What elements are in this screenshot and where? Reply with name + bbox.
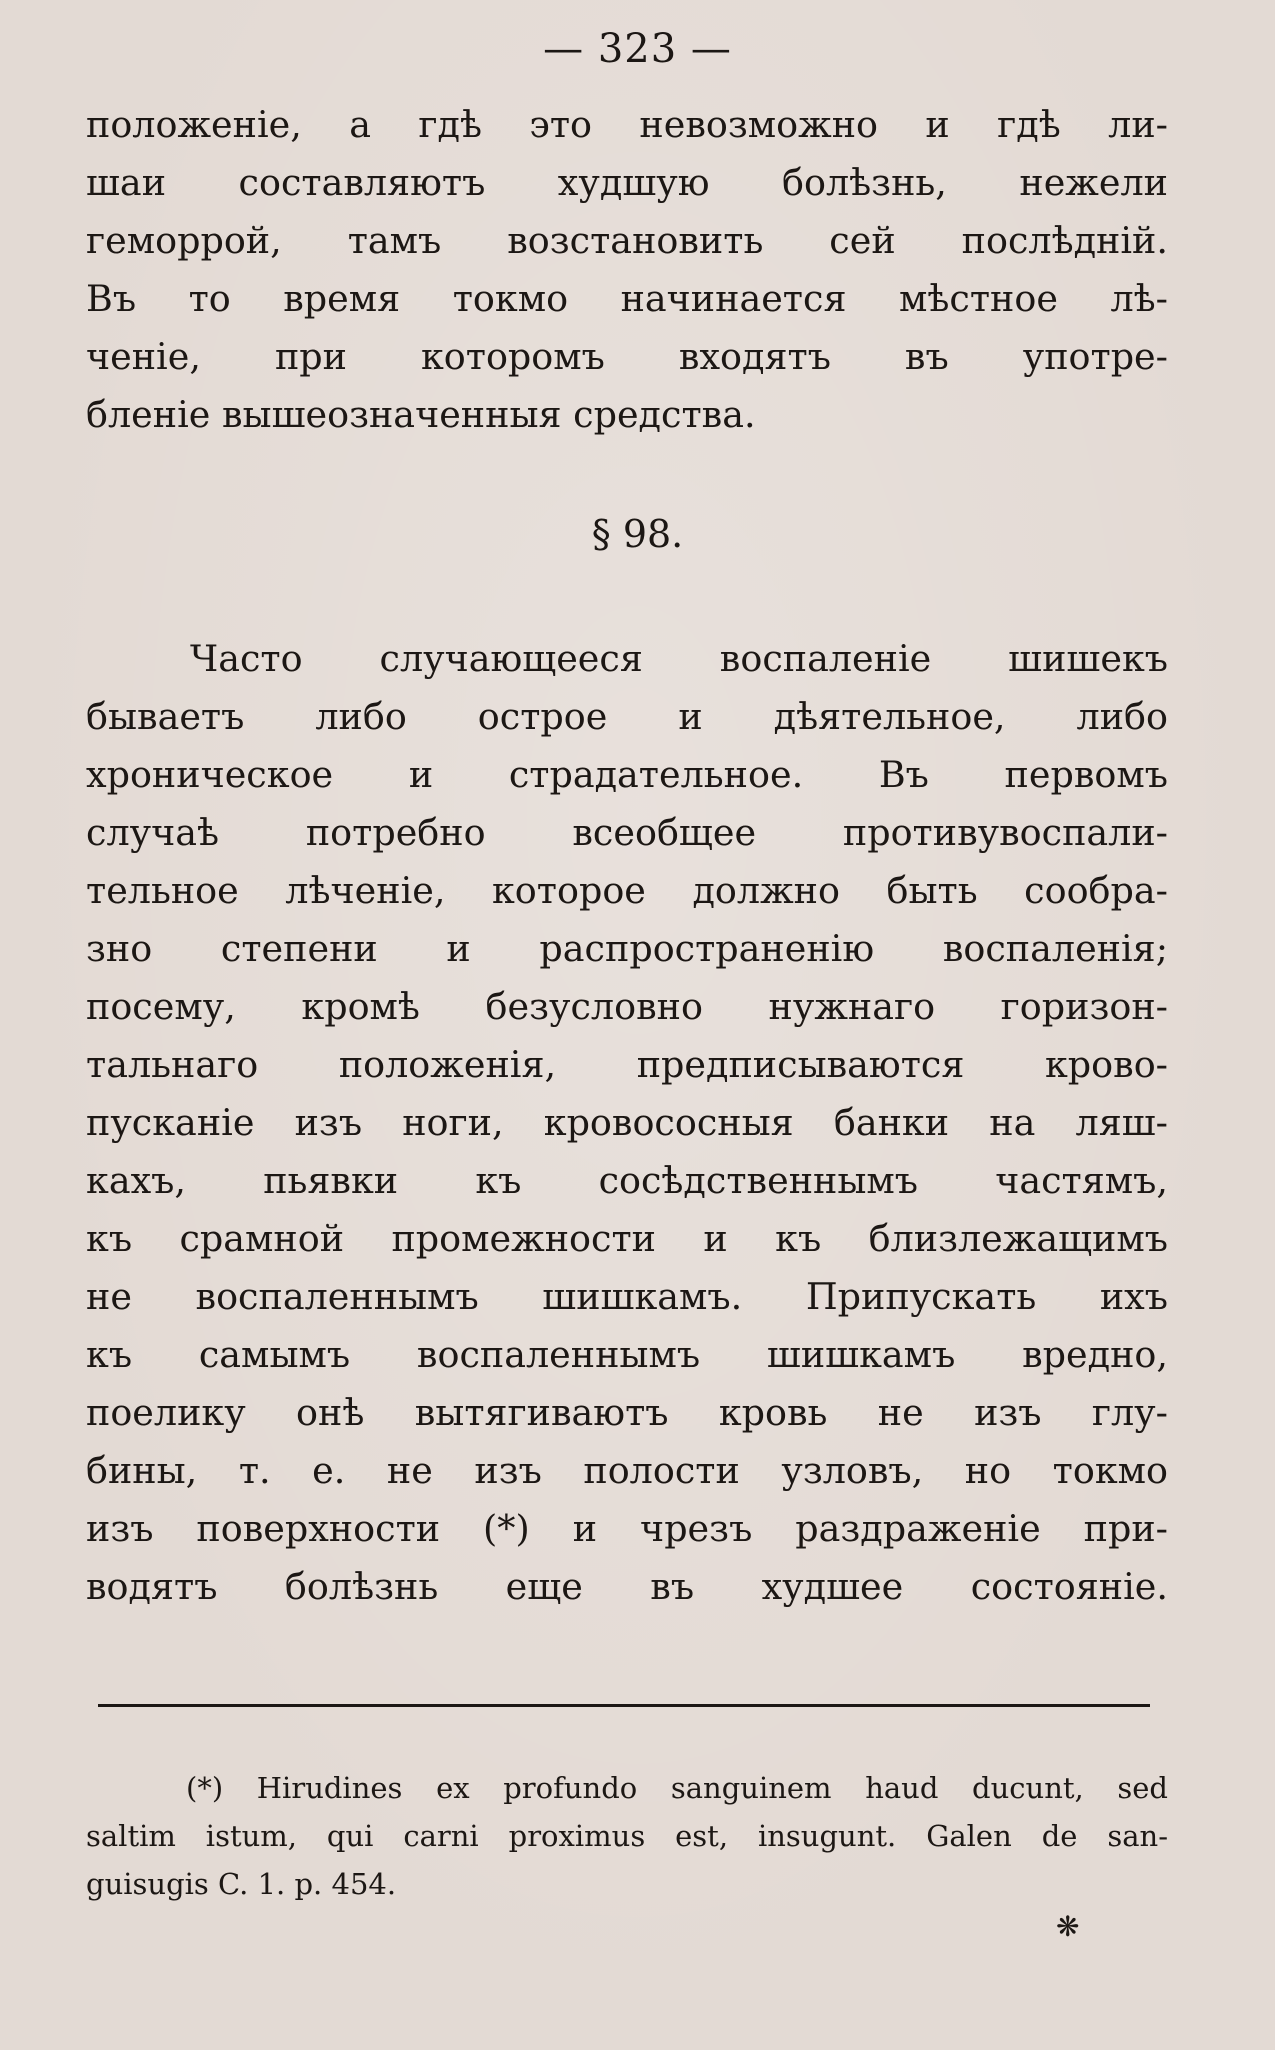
paragraph-1-line-1: положеніе, а гдѣ это невозможно и гдѣ ли- bbox=[86, 103, 1168, 146]
footnote-line-2: saltim istum, qui carni proximus est, insugunt. Galen de san- bbox=[86, 1819, 1168, 1853]
paragraph-2-line-10: кахъ, пьявки къ сосѣдственнымъ частямъ, bbox=[86, 1159, 1168, 1202]
paragraph-1-line-6: бленіе вышеозначенныя средства. bbox=[86, 393, 756, 436]
paragraph-2-line-6: зно степени и распространенію воспаленія; bbox=[86, 927, 1168, 970]
paragraph-2-line-1: Часто случающееся воспаленіе шишекъ bbox=[190, 637, 1168, 680]
paragraph-2-line-2: бываетъ либо острое и дѣятельное, либо bbox=[86, 695, 1168, 738]
paragraph-2-line-13: къ самымъ воспаленнымъ шишкамъ вредно, bbox=[86, 1333, 1168, 1376]
footnote-line-3: guisugis C. 1. p. 454. bbox=[86, 1867, 397, 1901]
paragraph-2-line-11: къ срамной промежности и къ близлежащимъ bbox=[86, 1217, 1168, 1260]
paragraph-1-line-2: шаи составляютъ худшую болѣзнь, нежели bbox=[86, 161, 1168, 204]
paragraph-2-line-16: изъ поверхности (*) и чрезъ раздраженіе при- bbox=[86, 1507, 1168, 1550]
paragraph-2-line-5: тельное лѣченіе, которое должно быть сообра- bbox=[86, 869, 1168, 912]
paragraph-1-line-4: Въ то время токмо начинается мѣстное лѣ- bbox=[86, 277, 1168, 320]
footnote-divider bbox=[98, 1704, 1150, 1707]
paragraph-2-line-4: случаѣ потребно всеобщее противувоспали- bbox=[86, 811, 1168, 854]
paragraph-2-line-17: водятъ болѣзнь еще въ худшее состояніе. bbox=[86, 1565, 1168, 1608]
paragraph-2-line-14: поелику онѣ вытягиваютъ кровь не изъ глу- bbox=[86, 1391, 1168, 1434]
paragraph-2-line-9: пусканіе изъ ноги, кровососныя банки на ляш- bbox=[86, 1101, 1168, 1144]
paragraph-1-line-3: геморрой, тамъ возстановить сей послѣдній. bbox=[86, 219, 1168, 262]
footnote-line-1: (*) Hirudines ex profundo sanguinem haud ducunt, sed bbox=[186, 1771, 1168, 1805]
paragraph-1-line-5: ченіе, при которомъ входятъ въ употре- bbox=[86, 335, 1168, 378]
signature-mark-icon: ❋ bbox=[1056, 1910, 1080, 1943]
paragraph-2-line-15: бины, т. е. не изъ полости узловъ, но токмо bbox=[86, 1449, 1168, 1492]
paragraph-2-line-8: тальнаго положенія, предписываются крово- bbox=[86, 1043, 1168, 1086]
section-heading: § 98. bbox=[591, 512, 684, 556]
paragraph-2-line-12: не воспаленнымъ шишкамъ. Припускать ихъ bbox=[86, 1275, 1168, 1318]
paragraph-2-line-7: посему, кромѣ безусловно нужнаго горизон- bbox=[86, 985, 1168, 1028]
page-number: — 323 — bbox=[543, 26, 732, 72]
paragraph-2-line-3: хроническое и страдательное. Въ первомъ bbox=[86, 753, 1168, 796]
